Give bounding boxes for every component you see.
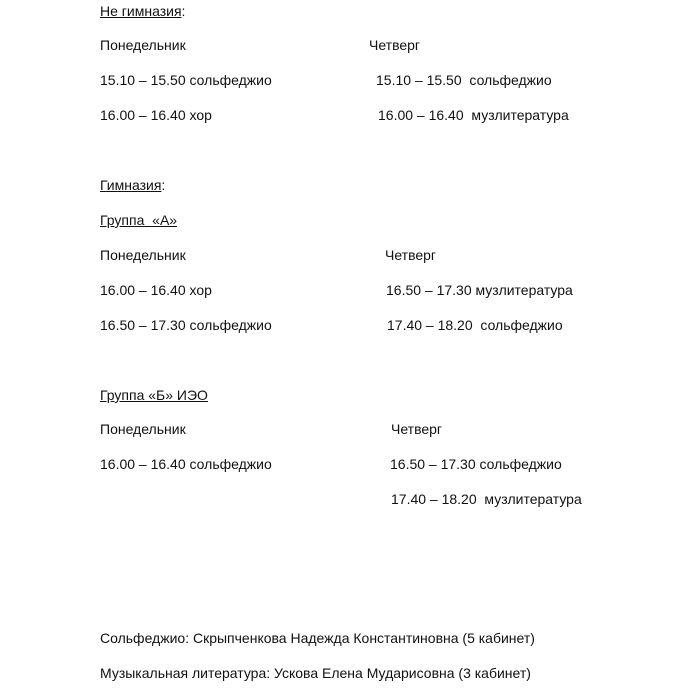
group-a-thursday-label: Четверг [385,247,437,263]
teacher-music-literature: Музыкальная литература: Ускова Елена Мударисовна (3 кабинет) [100,665,531,681]
group-b-thursday-lesson-1: 16.50 – 17.30 сольфеджио [390,456,562,472]
non-gymnasium-thursday-label: Четверг [369,37,421,53]
non-gymnasium-monday-lesson-1: 15.10 – 15.50 сольфеджио [100,72,272,88]
group-b-thursday-label: Четверг [391,421,443,437]
non-gymnasium-thursday-lesson-1: 15.10 – 15.50 сольфеджио [376,72,552,88]
group-b-monday-lesson-1: 16.00 – 16.40 сольфеджио [100,456,272,472]
group-a-thursday-lesson-2: 17.40 – 18.20 сольфеджио [387,317,563,333]
group-a-heading: Группа «А» [100,212,178,228]
non-gymnasium-heading-colon: : [181,3,186,19]
gymnasium-heading-colon: : [161,177,166,193]
non-gymnasium-thursday-lesson-2: 16.00 – 16.40 музлитература [378,107,569,123]
teacher-solfeggio: Сольфеджио: Скрыпченкова Надежда Константиновна (5 кабинет) [100,630,535,646]
group-a-monday-lesson-2: 16.50 – 17.30 сольфеджио [100,317,272,333]
group-b-thursday-lesson-2: 17.40 – 18.20 музлитература [391,491,582,507]
non-gymnasium-heading-text: Не гимназия [100,3,182,19]
group-a-monday-lesson-1: 16.00 – 16.40 хор [100,282,212,298]
non-gymnasium-monday-lesson-2: 16.00 – 16.40 хор [100,107,212,123]
non-gymnasium-monday-label: Понедельник [100,37,186,53]
non-gymnasium-heading [100,2,185,20]
group-a-monday-label: Понедельник [100,247,186,263]
group-b-heading: Группа «Б» ИЭО [100,387,208,403]
gymnasium-heading [100,176,165,194]
group-a-thursday-lesson-1: 16.50 – 17.30 музлитература [386,282,573,298]
gymnasium-heading-text: Гимназия [100,177,162,193]
group-b-monday-label: Понедельник [100,421,186,437]
